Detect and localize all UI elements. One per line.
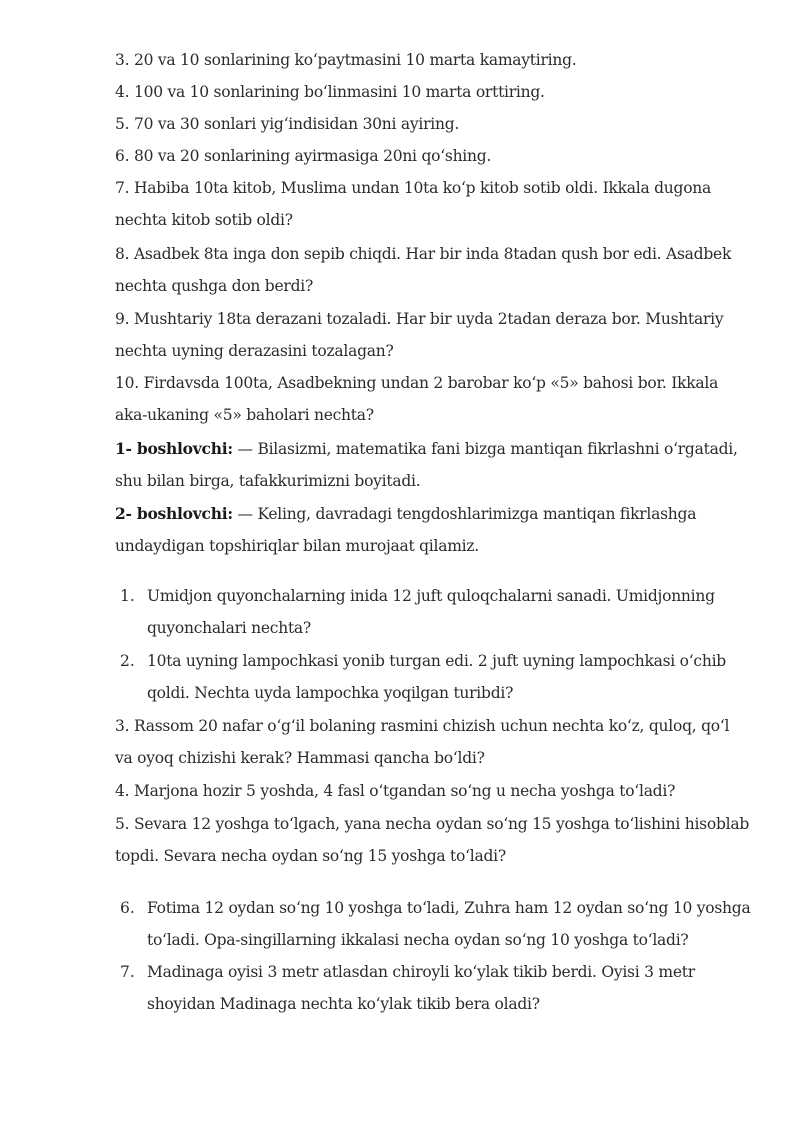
list-item-1-line1: Umidjon quyonchalarning inida 12 juft quloqchalarni sanadi. Umidjonning	[147, 587, 715, 605]
dialog-host2-line2: undaydigan topshiriqlar bilan murojaat qilamiz.	[115, 537, 479, 555]
problem-b5-line2: topdi. Sevara necha oydan soʻng 15 yoshga toʻladi?	[115, 847, 506, 865]
problem-b3-line1: 3. Rassom 20 nafar oʻgʻil bolaning rasmini chizish uchun nechta koʻz, quloq, qoʻl	[115, 717, 730, 735]
problem-7-line2: nechta kitob sotib oldi?	[115, 211, 293, 229]
list-item-6-line2: toʻladi. Opa-singillarning ikkalasi necha oydan soʻng 10 yoshga toʻladi?	[147, 931, 689, 949]
problem-9-line2: nechta uyning derazasini tozalagan?	[115, 342, 394, 360]
problem-10-line2: aka-ukaning «5» baholari nechta?	[115, 406, 374, 424]
problem-b5-line1: 5. Sevara 12 yoshga toʻlgach, yana necha oydan soʻng 15 yoshga toʻlishini hisoblab	[115, 815, 750, 833]
problem-9-line1: 9. Mushtariy 18ta derazani tozaladi. Har bir uyda 2tadan deraza bor. Mushtariy	[115, 310, 724, 328]
list-number: 2.	[120, 652, 135, 670]
speaker-label: 1- boshlovchi:	[115, 439, 233, 458]
dialog-text: — Keling, davradagi tengdoshlarimizga mantiqan fikrlashga	[232, 505, 697, 523]
problem-3-text: 3. 20 va 10 sonlarining koʻpaytmasini 10 marta kamaytiring.	[115, 51, 577, 69]
list-number: 6.	[120, 899, 135, 917]
problem-7-line1: 7. Habiba 10ta kitob, Muslima undan 10ta koʻp kitob sotib oldi. Ikkala dugona	[115, 179, 712, 197]
problem-b4-text: 4. Marjona hozir 5 yoshda, 4 fasl oʻtgandan soʻng u necha yoshga toʻladi?	[115, 782, 676, 800]
dialog-host1-line1	[115, 433, 765, 465]
dialog-host2-line1	[115, 498, 765, 530]
problem-4-text: 4. 100 va 10 sonlarining boʻlinmasini 10 marta orttiring.	[115, 83, 545, 101]
problem-8-line1: 8. Asadbek 8ta inga don sepib chiqdi. Har bir inda 8tadan qush bor edi. Asadbek	[115, 245, 732, 263]
dialog-text: — Bilasizmi, matematika fani bizga mantiqan fikrlashni oʻrgatadi,	[232, 440, 738, 458]
list-item-7-line2: shoyidan Madinaga nechta koʻylak tikib bera oladi?	[147, 995, 540, 1013]
list-item-6-line1: Fotima 12 oydan soʻng 10 yoshga toʻladi, Zuhra ham 12 oydan soʻng 10 yoshga	[147, 899, 751, 917]
list-item-1-line2: quyonchalari nechta?	[147, 619, 311, 637]
dialog-host1-line2: shu bilan birga, tafakkurimizni boyitadi.	[115, 472, 421, 490]
list-number: 1.	[120, 587, 135, 605]
problem-10-line1: 10. Firdavsda 100ta, Asadbekning undan 2 barobar koʻp «5» bahosi bor. Ikkala	[115, 374, 719, 392]
problem-b3-line2: va oyoq chizishi kerak? Hammasi qancha boʻldi?	[115, 749, 485, 767]
problem-8-line2: nechta qushga don berdi?	[115, 277, 314, 295]
problem-5-text: 5. 70 va 30 sonlari yigʻindisidan 30ni ayiring.	[115, 115, 460, 133]
list-item-2-line2: qoldi. Nechta uyda lampochka yoqilgan turibdi?	[147, 684, 514, 702]
list-number: 7.	[120, 963, 135, 981]
problem-6-text: 6. 80 va 20 sonlarining ayirmasiga 20ni qoʻshing.	[115, 147, 492, 165]
list-item-2-line1: 10ta uyning lampochkasi yonib turgan edi. 2 juft uyning lampochkasi oʻchib	[147, 652, 726, 670]
list-item-7-line1: Madinaga oyisi 3 metr atlasdan chiroyli koʻylak tikib berdi. Oyisi 3 metr	[147, 963, 695, 981]
speaker-label: 2- boshlovchi:	[115, 504, 233, 523]
